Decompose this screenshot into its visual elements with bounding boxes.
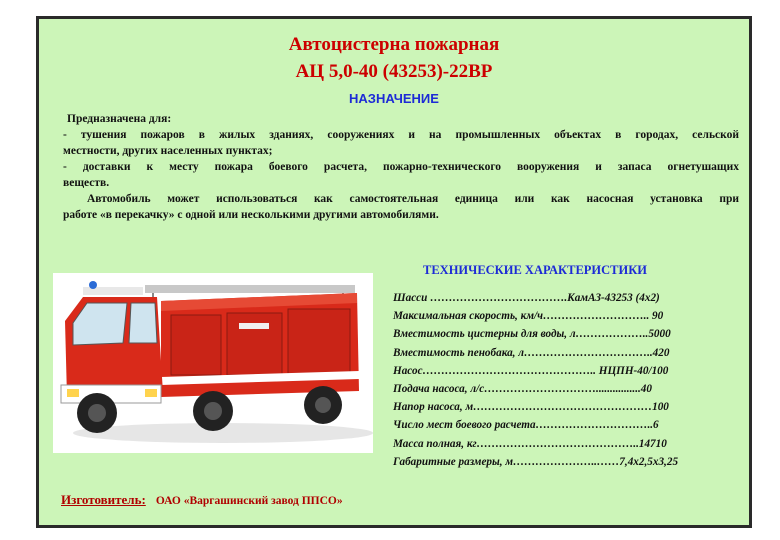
purpose-line-1: Предназначена для: [67, 113, 172, 125]
spec-row: Шасси ……………………………….КамАЗ-43253 (4х2) [393, 292, 660, 304]
purpose-line-4: - доставки к месту пожара боевого расчета, пожарно-технического вооружения и запаса огнетушащих [63, 161, 739, 173]
purpose-line-2: - тушения пожаров в жилых зданиях, сооружениях и на промышленных объектах в городах, сельской [63, 129, 739, 141]
title-line-2: АЦ 5,0-40 (43253)-22ВР [295, 61, 493, 82]
manufacturer-label: Изготовитель: [61, 492, 146, 507]
document-page [36, 16, 752, 528]
spec-row: Число мест боевого расчета…………………………..6 [393, 419, 659, 432]
spec-row: Вместимость пенобака, л……………………………..420 [393, 346, 670, 359]
spec-row: Вместимость цистерны для воды, л………………..5000 [393, 328, 671, 341]
spec-row: Подача насоса, л/с…………………………................40 [393, 383, 652, 396]
purpose-line-7: работе «в перекачку» с одной или несколькими другими автомобилями. [63, 209, 439, 221]
specs-heading: ТЕХНИЧЕСКИЕ ХАРАКТЕРИСТИКИ [423, 263, 648, 277]
specs-list [393, 289, 753, 471]
purpose-line-6: Автомобиль может использоваться как самостоятельная единица или как насосная установка при [87, 193, 739, 205]
spec-row: Насос……………………………………….. НЦПН-40/100 [393, 364, 669, 377]
fire-truck-icon [53, 273, 373, 453]
spec-row: Напор насоса, м…………………………………………100 [393, 401, 669, 414]
purpose-line-5: веществ. [63, 177, 110, 189]
spec-row: Масса полная, кг……………………………………..14710 [393, 437, 667, 450]
manufacturer [61, 491, 343, 509]
truck-photo [53, 273, 373, 453]
title-line-1: Автоцистерна пожарная [288, 34, 500, 55]
purpose-heading: НАЗНАЧЕНИЕ [349, 91, 439, 106]
spec-row: Габаритные размеры, м…………………..……7,4х2,5х3,25 [393, 455, 679, 468]
purpose-line-3: местности, других населенных пунктах; [63, 145, 273, 157]
manufacturer-value: ОАО «Варгашинский завод ППСО» [155, 495, 343, 507]
spec-row: Максимальная скорость, км/ч……………………….. 90 [393, 310, 664, 323]
